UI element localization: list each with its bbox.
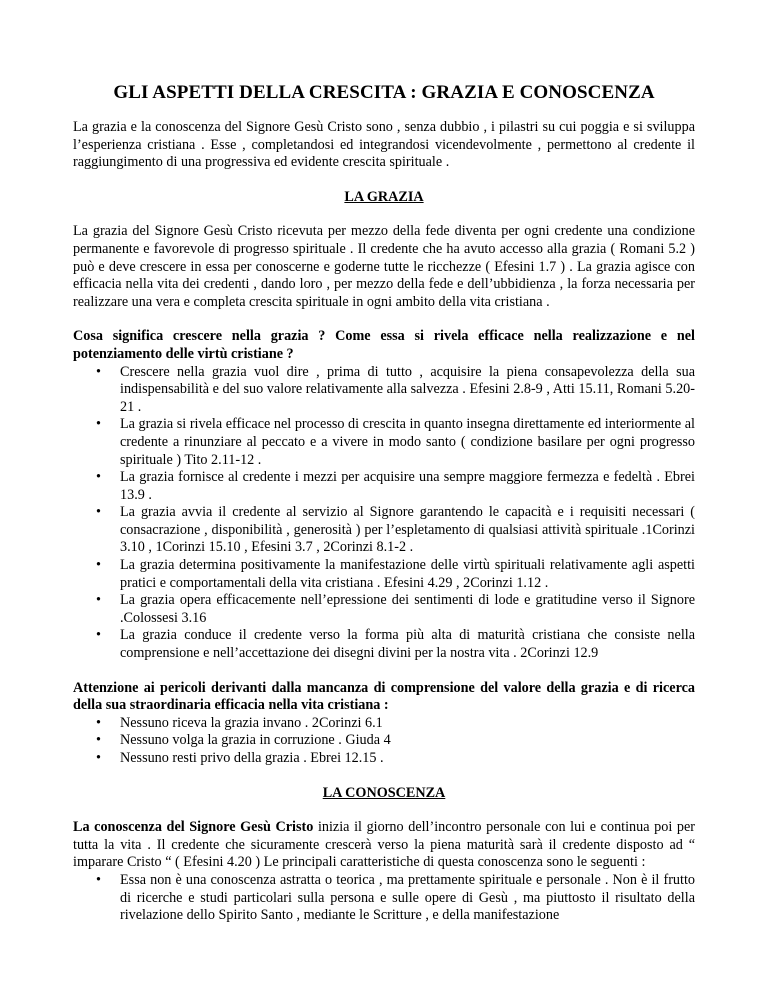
list-item	[73, 750, 695, 768]
list-item	[73, 469, 695, 504]
list-item	[73, 872, 695, 925]
list-item	[73, 504, 695, 557]
list-item	[73, 715, 695, 733]
document-title: GLI ASPETTI DELLA CRESCITA : GRAZIA E CONOSCENZA	[113, 82, 655, 103]
conoscenza-lead-bold: La conoscenza del Signore Gesù Cristo	[73, 819, 314, 836]
grazia-points-list	[73, 364, 695, 663]
conoscenza-points-list	[73, 872, 695, 925]
bullet-icon: •	[96, 592, 101, 609]
list-item-text: Nessuno riceva la grazia invano . 2Corinzi 6.1	[120, 714, 383, 731]
grazia-warning-block	[73, 680, 695, 768]
list-item-text: Crescere nella grazia vuol dire , prima di tutto , acquisire la piena consapevolezza della sua indispensabilità e del suo valore relativamente alla salvezza . Efesini 2.8-9 , Atti 15.11, Romani 5.20-21 .	[120, 363, 695, 415]
list-item-text: Essa non è una conoscenza astratta o teorica , ma prettamente spirituale e personale . Non è il frutto di ricerche e studi particolari sulla persona e sulle opere di Gesù , ma piuttosto il risultato della rivelazione dello Spirito Santo , mediante le Scritture , e della manifestazione	[120, 871, 695, 924]
list-item	[73, 557, 695, 592]
bullet-icon: •	[96, 504, 101, 521]
grazia-paragraph: La grazia del Signore Gesù Cristo ricevuta per mezzo della fede diventa per ogni credente una condizione permanente e favorevole di progresso spirituale . Il credente che ha avuto accesso alla grazia ( Romani 5.2 ) può e deve crescere in essa per conoscerne e goderne tutte le ricchezze ( Efesini 1.7 ) . La grazia agisce con efficacia nella vita dei credenti , dando loro , per mezzo della fede e dell’ubbidienza , la forza necessaria per realizzare una vera e completa crescita spirituale in ogni ambito della vita cristiana .	[73, 223, 695, 310]
grazia-question-block	[73, 328, 695, 662]
bullet-icon: •	[96, 732, 101, 749]
bullet-icon: •	[96, 363, 101, 380]
bullet-icon: •	[96, 416, 101, 433]
grazia-warning-list	[73, 715, 695, 768]
bullet-icon: •	[96, 469, 101, 486]
list-item	[73, 364, 695, 417]
bullet-icon: •	[96, 627, 101, 644]
bullet-icon: •	[96, 871, 101, 888]
intro-paragraph: La grazia e la conoscenza del Signore Gesù Cristo sono , senza dubbio , i pilastri su cui poggia e si sviluppa l’esperienza cristiana . Esse , completandosi ed integrandosi vicendevolmente , permettono al credente il raggiungimento di una progressiva ed evidente crescita spirituale .	[73, 119, 695, 171]
conoscenza-lead-rest: inizia il giorno dell’incontro personale con lui e continua poi per tutta la vita . Il credente che sicuramente crescerà verso la piena maturità sarà il credente disposto ad “ imparare Cristo “ ( Efesini 4.20 ) Le principali caratteristiche di questa conoscenza sono le seguenti :	[73, 819, 696, 871]
bullet-icon: •	[96, 714, 101, 731]
bullet-icon: •	[96, 557, 101, 574]
bullet-icon: •	[96, 750, 101, 766]
grazia-question: Cosa significa crescere nella grazia ? Come essa si rivela efficace nella realizzazione e nel potenziamento delle virtù cristiane ?	[73, 328, 695, 362]
list-item-text: Nessuno volga la grazia in corruzione . Giuda 4	[120, 732, 391, 749]
list-item-text: La grazia avvia il credente al servizio al Signore garantendo le capacità e i requisiti necessari ( consacrazione , disponibilità , generosità ) per l’espletamento di qualsiasi attività spirituale .1Corinzi 3.10 , 1Corinzi 15.10 , Efesini 3.7 , 2Corinzi 8.1-2 .	[120, 504, 695, 556]
list-item	[73, 416, 695, 469]
list-item-text: La grazia opera efficacemente nell’epressione dei sentimenti di lode e gratitudine verso il Signore .Colossesi 3.16	[120, 592, 695, 626]
section-heading-grazia: LA GRAZIA	[344, 188, 424, 205]
section-heading-conoscenza: LA CONOSCENZA	[322, 784, 446, 801]
list-item	[73, 627, 695, 662]
list-item-text: La grazia fornisce al credente i mezzi per acquisire una sempre maggiore fermezza e fedeltà . Ebrei 13.9 .	[120, 469, 695, 503]
conoscenza-paragraph	[73, 819, 695, 872]
list-item-text: Nessuno resti privo della grazia . Ebrei 12.15 .	[120, 750, 384, 766]
grazia-warning: Attenzione ai pericoli derivanti dalla mancanza di comprensione del valore della grazia e di ricerca della sua straordinaria efficacia nella vita cristiana :	[73, 679, 695, 714]
list-item-text: La grazia conduce il credente verso la forma più alta di maturità cristiana che consiste nella comprensione e nell’accettazione dei disegni divini per la nostra vita . 2Corinzi 12.9	[120, 627, 695, 662]
list-item-text: La grazia si rivela efficace nel processo di crescita in quanto insegna direttamente ed interiormente al credente a rinunziare al peccato e a vivere in modo santo ( condizione basilare per ogni progresso spirituale ) Tito 2.11-12 .	[120, 416, 695, 468]
list-item-text: La grazia determina positivamente la manifestazione delle virtù spirituali relativamente agli aspetti pratici e comportamentali della vita cristiana . Efesini 4.29 , 2Corinzi 1.12 .	[120, 557, 695, 591]
list-item	[73, 592, 695, 627]
list-item	[73, 732, 695, 750]
